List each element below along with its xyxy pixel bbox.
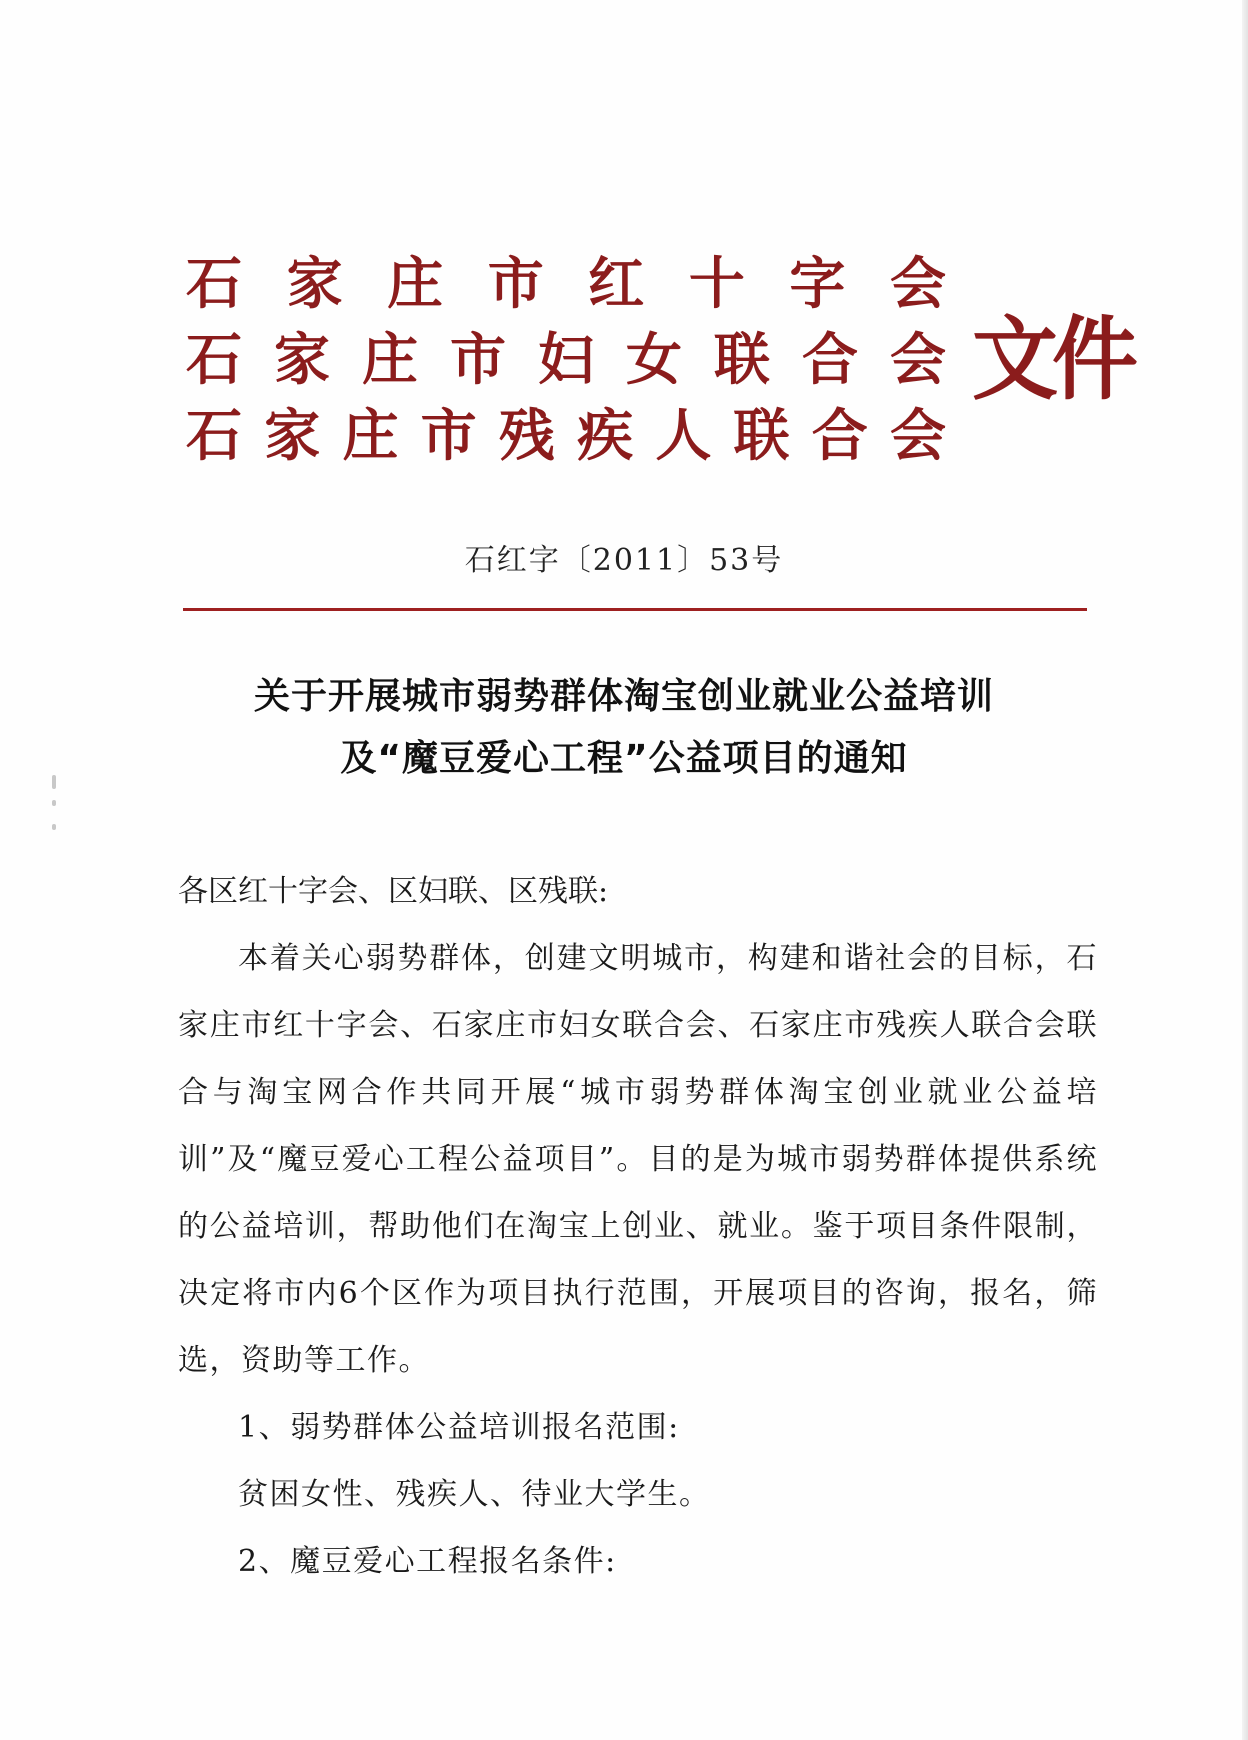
masthead [186, 250, 946, 470]
list-item-modou-conditions: 2、魔豆爱心工程报名条件: [238, 1544, 617, 1579]
notice-title-line-1: 关于开展城市弱势群体淘宝创业就业公益培训 [253, 676, 994, 717]
masthead-line-womens-federation: 石 家 庄 市 妇 女 联 合 会 [186, 327, 946, 393]
body-paragraph: 本着关心弱势群体，创建文明城市，构建和谐社会的目标，石家庄市红十字会、石家庄市妇女联合会、石家庄市残疾人联合会联合与淘宝网合作共同开展“城市弱势群体淘宝创业就业公益培训”及“魔豆爱心工程公益项目”。目的是为城市弱势群体提供系统的公益培训，帮助他们在淘宝上创业、就业。鉴于项目条件限制，决定将市内6个区作为项目执行范围，开展项目的咨询，报名，筛选，资助等工作。 [178, 941, 1098, 1378]
scan-edge [1242, 0, 1248, 1740]
scan-speck [52, 800, 56, 806]
red-divider-rule [183, 608, 1087, 611]
document-number: 石红字〔2011〕53号 [464, 543, 784, 578]
masthead-document-suffix: 文件 [972, 307, 1132, 413]
list-item-training-scope-detail: 贫困女性、残疾人、待业大学生。 [238, 1477, 711, 1512]
notice-title-line-2: 及“魔豆爱心工程”公益项目的通知 [340, 738, 908, 779]
scan-speck [52, 824, 56, 830]
masthead-line-disabled-federation: 石 家 庄 市 残 疾 人 联 合 会 [186, 403, 946, 469]
salutation: 各区红十字会、区妇联、区残联: [178, 874, 609, 909]
list-item-training-scope: 1、弱势群体公益培训报名范围: [238, 1410, 680, 1445]
notice-body [178, 858, 1098, 1595]
masthead-line-red-cross: 石 家 庄 市 红 十 字 会 [186, 251, 946, 317]
